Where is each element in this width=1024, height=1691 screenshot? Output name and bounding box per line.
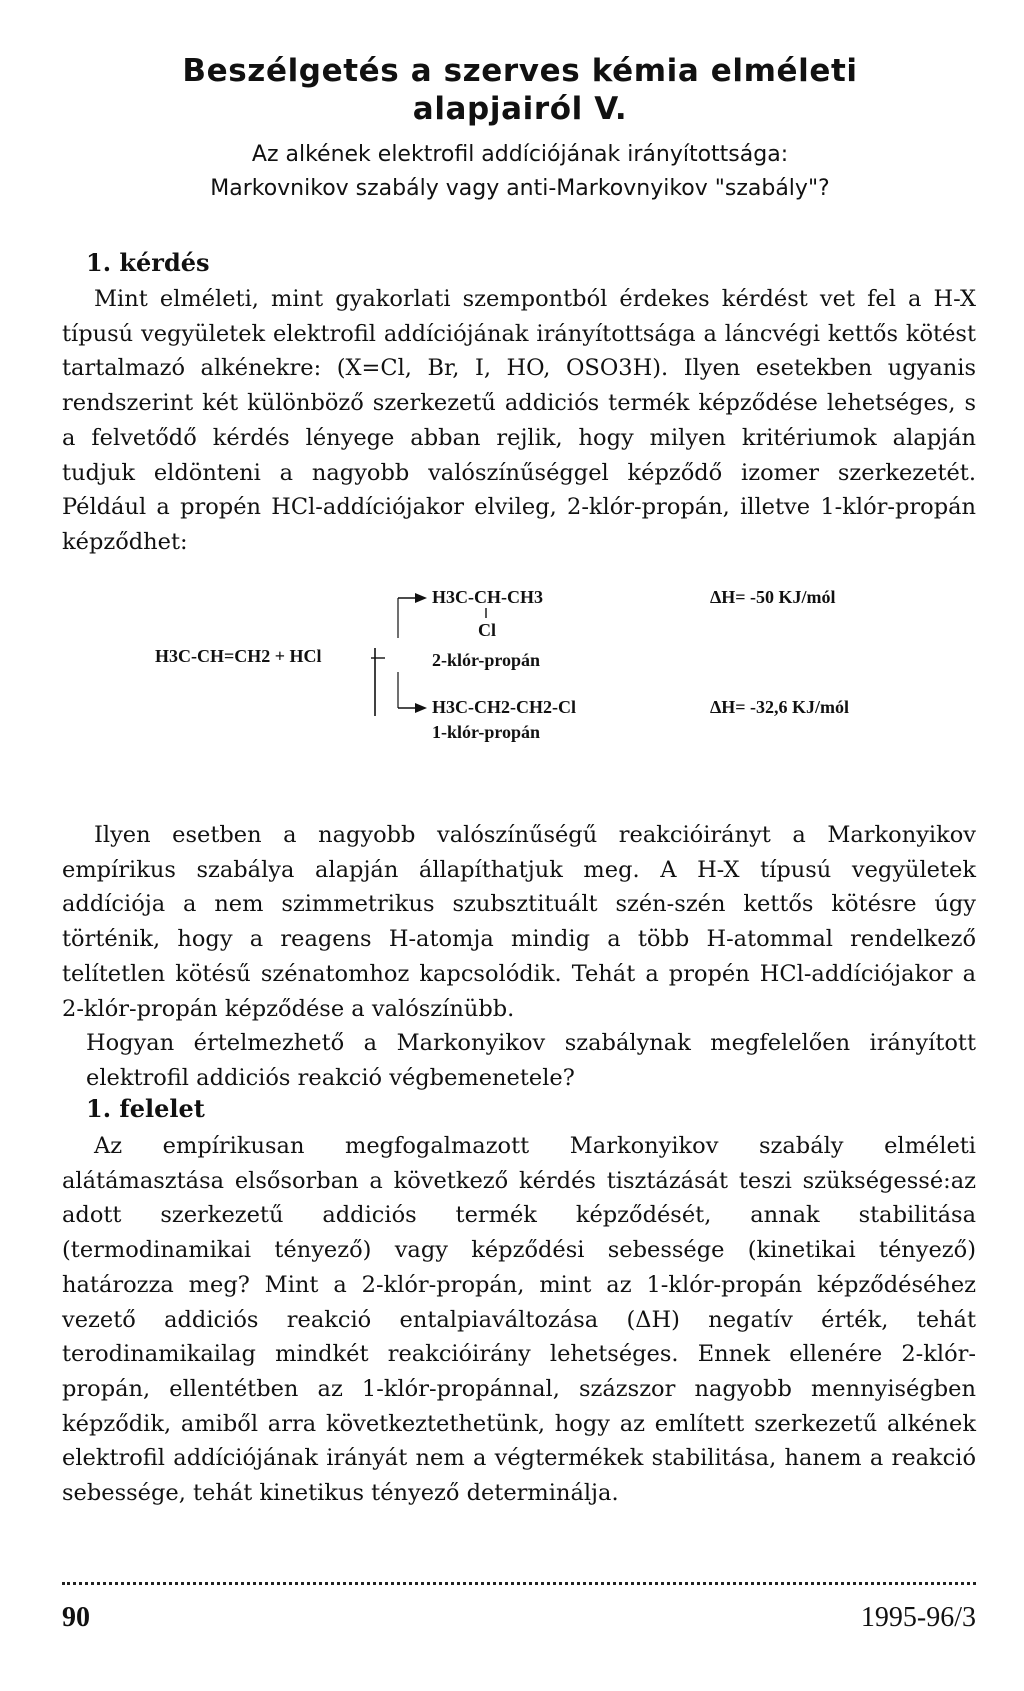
reaction-scheme [0,587,1024,790]
footer-divider [62,1582,976,1585]
product-1-name: 2-klór-propán [432,650,541,670]
page-number: 90 [62,1602,90,1633]
product-1-substituent: Cl [478,620,496,640]
product-2-enthalpy: ΔH= -32,6 KJ/mól [710,697,850,717]
reaction-arrows [0,590,1024,790]
answer-1-heading: 1. felelet [86,1094,205,1123]
subtitle-line-1: Az alkének elektrofil addíciójának irányítottsága: [251,142,789,167]
question-1-text: Mint elméleti, mint gyakorlati szempontból érdekes kérdést vet fel a H-X típusú vegyületek elektrofil addíciójának irányítottsága a láncvégi kettős kötést tartalmazó alkénekre: (X=Cl, Br, I, HO, OSO3H). Ilyen esetekben ugyanis rendszerint két különböző szerkezetű addiciós termék képződése lehetséges, s a felvetődő kérdés lényege abban rejlik, hogy milyen kritériumok alapján tudjuk eldönteni a nagyobb valószínűséggel képződő izomer szerkezetét. Például a propén HCl-addíciójakor elvileg, 2-klór-propán, illetve 1-klór-propán képződhet: [62,286,976,555]
product-1-formula: H3C-CH-CH3 [432,587,543,607]
reactant-formula: H3C-CH=CH2 + HCl [155,646,322,666]
article-title: Beszélgetés a szerves kémia elméleti alapjairól V. [182,53,858,127]
question-2-text: Hogyan értelmezhető a Markonyikov szabálynak megfelelően irányított elektrofil addiciós reakció végbemenetele? [86,1030,976,1091]
question-1-heading: 1. kérdés [86,248,210,277]
article-subtitle [120,138,920,206]
product-1-enthalpy: ΔH= -50 KJ/mól [710,587,836,607]
product-2-formula: H3C-CH2-CH2-Cl [432,697,576,717]
issue-number: 1995-96/3 [860,1602,976,1633]
explanation-paragraph: Ilyen esetben a nagyobb valószínűségű reakcióirányt a Markonyikov empírikus szabálya alapján állapíthatjuk meg. A H-X típusú vegyületek addíciója a nem szimmetrikus szubsztituált szén-szén kettős kötésre úgy történik, hogy a reagens H-atomja mindig a több H-atommal rendelkező telítetlen kötésű szénatomhoz kapcsolódik. Tehát a propén HCl-addíciójakor a 2-klór-propán képződése a valószínübb. [62,822,976,1022]
answer-1-text: Az empírikusan megfogalmazott Markonyikov szabály elméleti alátámasztása elsősorban a következő kérdés tisztázását teszi szükségessé:az adott szerkezetű addiciós termék képződését, annak stabilitása (termodinamikai tényező) vagy képződési sebessége (kinetikai tényező) határozza meg? Mint a 2-klór-propán, mint az 1-klór-propán képződéséhez vezető addiciós reakció entalpiaváltozása (ΔH) negatív érték, tehát terodinamikailag mindkét reakcióirány lehetséges. Ennek ellenére 2-klór-propán, ellentétben az 1-klór-propánnal, százszor nagyobb mennyiségben képződik, amiből arra következtethetünk, hogy az említett szerkezetű alkének elektrofil addíciójának irányát nem a végtermékek stabilitása, hanem a reakció sebessége, tehát kinetikus tényező determinálja. [62,1133,976,1507]
product-2-name: 1-klór-propán [432,722,541,742]
subtitle-line-2: Markovnikov szabály vagy anti-Markovnyikov "szabály"? [210,176,830,201]
